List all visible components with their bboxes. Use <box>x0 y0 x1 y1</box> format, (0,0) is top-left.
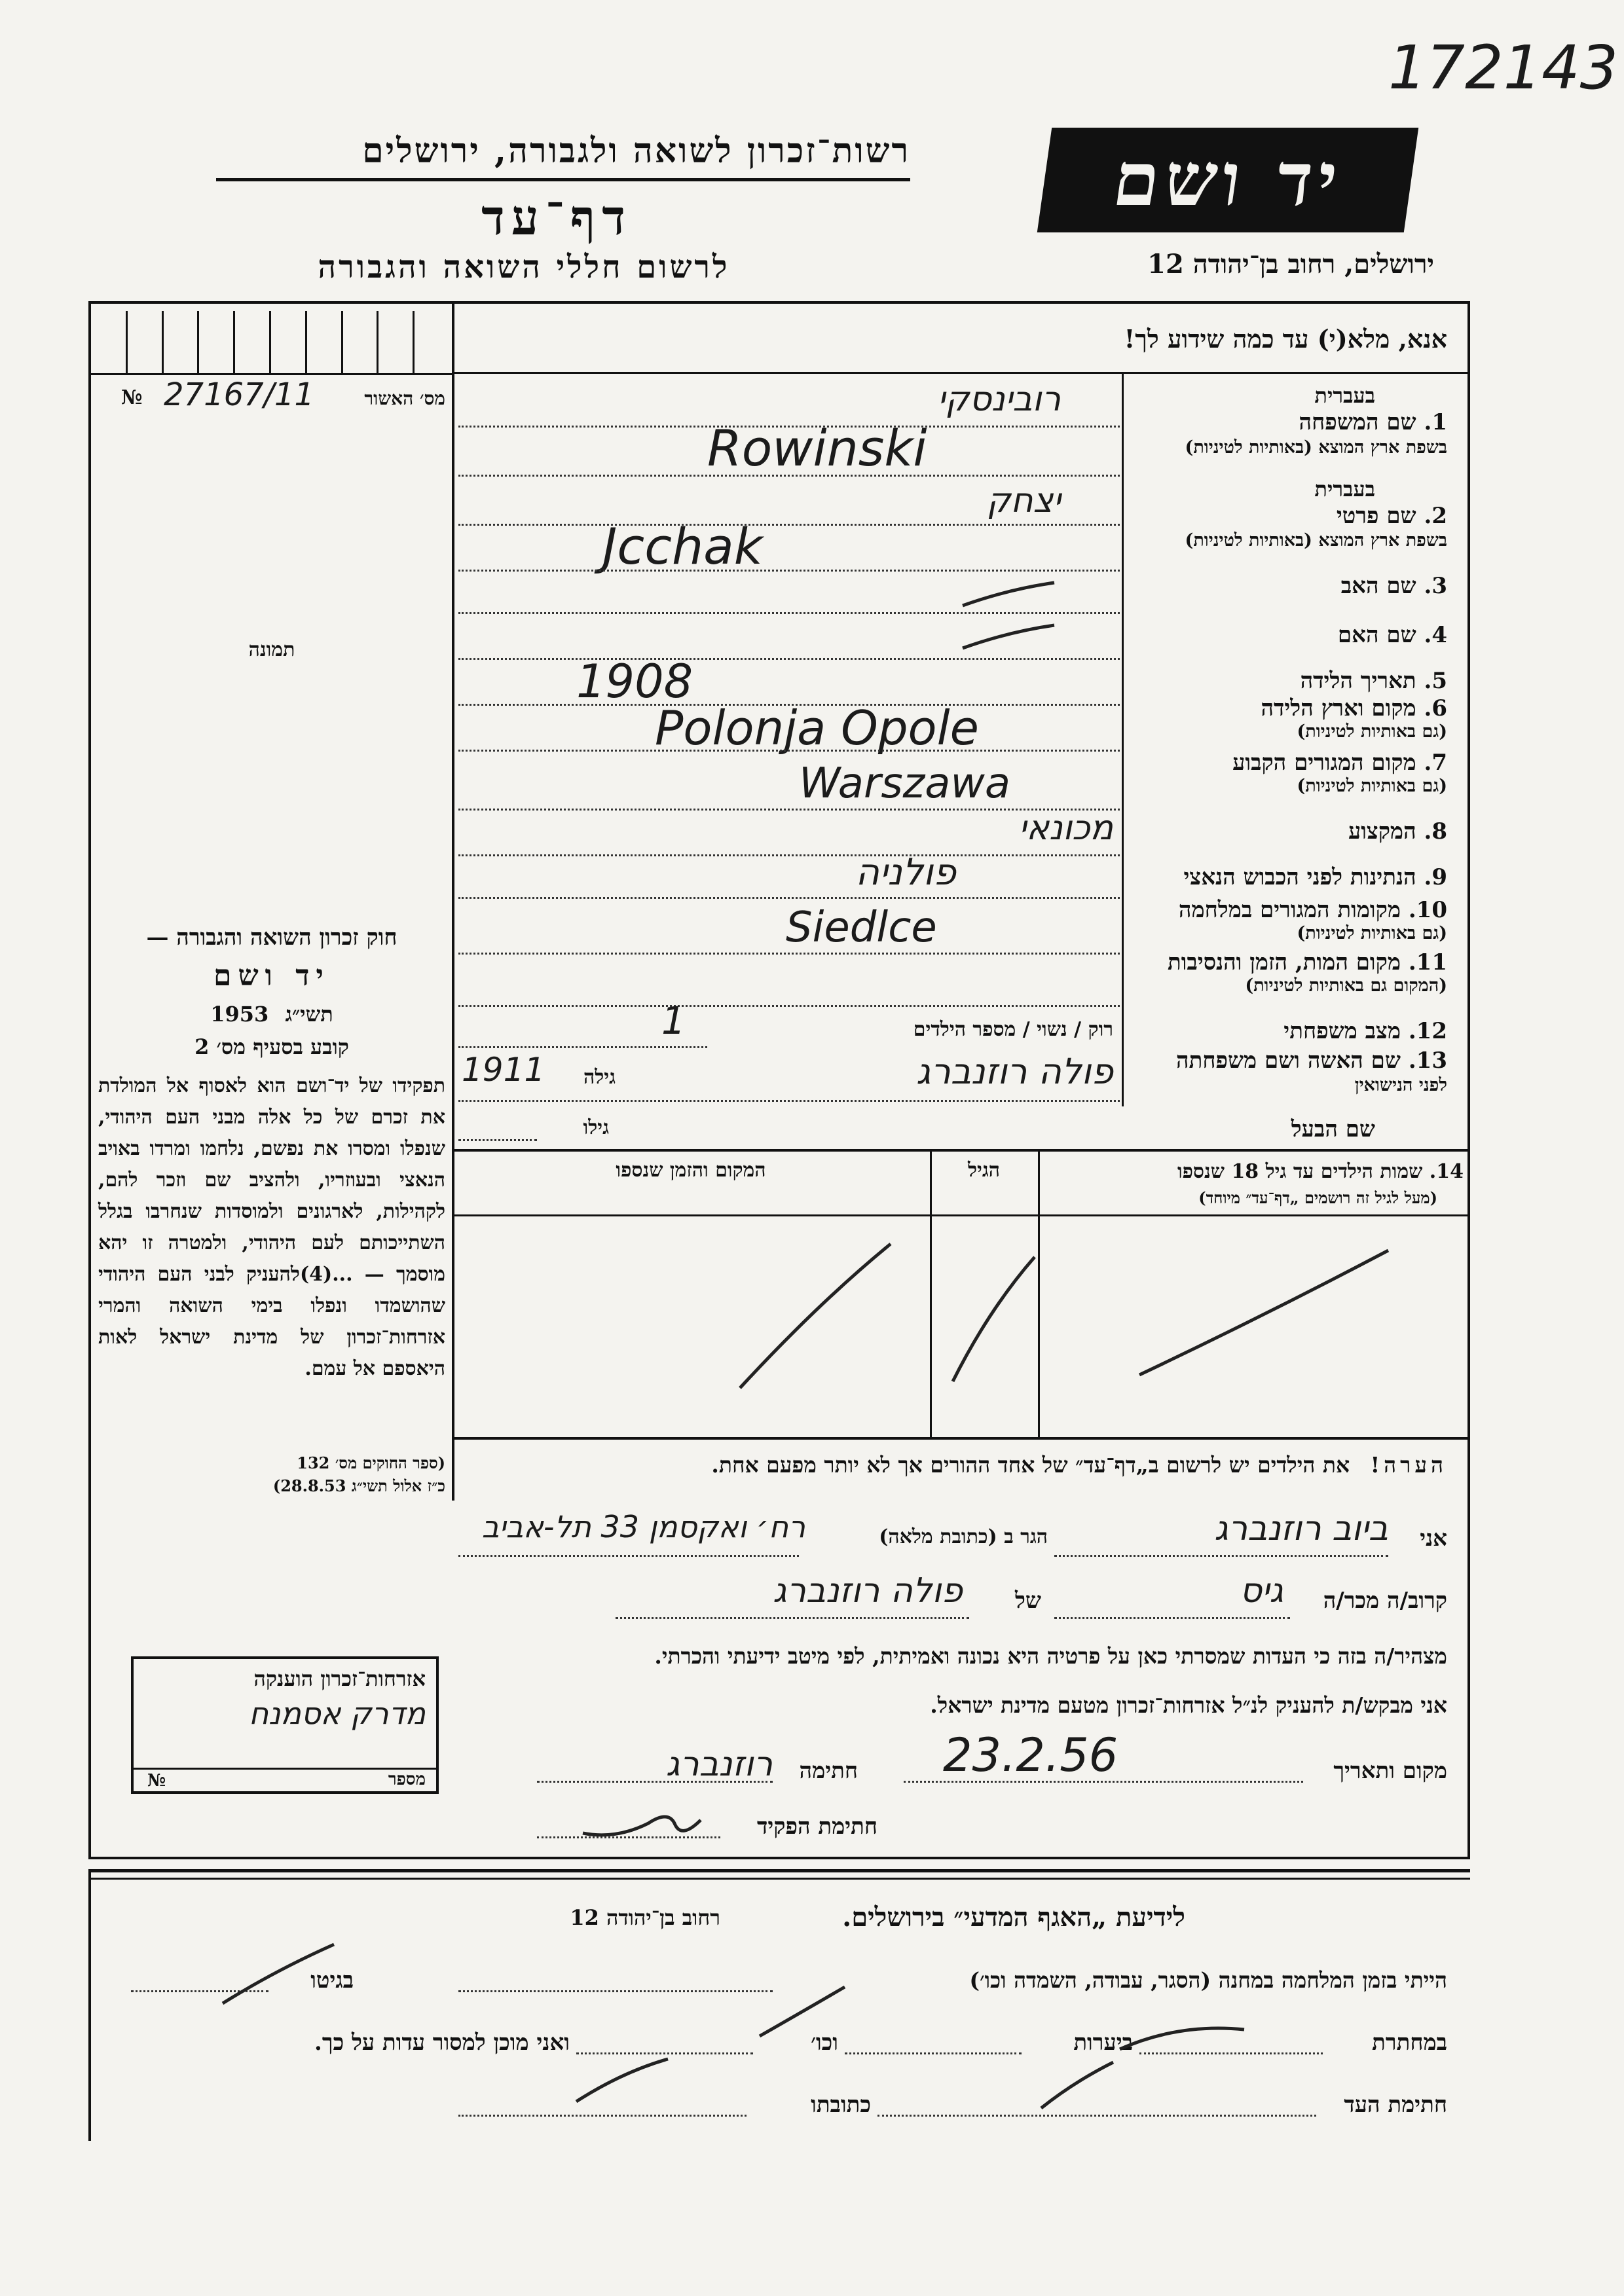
declarant-address-value: רח׳ ואקסמן 33 תל-אביב <box>481 1509 805 1544</box>
marital-options: רוק / נשוי / מספר הילדים <box>913 1018 1113 1041</box>
wife-name-value: פולה רוזנברג <box>915 1051 1113 1092</box>
wife-age-label: גילה <box>583 1066 616 1089</box>
law-title: חוק זכרון השואה והגבורה — <box>146 924 397 951</box>
firstname-hebrew-value: יצחק <box>986 481 1061 520</box>
field-2-label: 2. שם פרטי <box>1336 503 1447 529</box>
relation-label: קרוב/ה מכר/ה <box>1323 1588 1447 1614</box>
birth-date-value: 1908 <box>576 655 693 708</box>
footer-ready: ואני מוכן למסור עדות על כך. <box>314 2030 570 2056</box>
note-rule <box>452 1455 454 1501</box>
law-year-line <box>98 1002 445 1027</box>
law-text: תפקידו של יד־ושם הוא לאסוף אל המולדת את זכרם של כל אלה מבני העם היהודי, שנפלו ומסרו את נפשם, נלחמו ומרדו באויב הנאצי ובעוזריו, ולהציב שם וזכר להם, לקהילות, לארגונים ולמוסדות שנחרבו בגלל השתייכותם לעם היהודי, ולמטרה זו יהא מוסמך — ...(4)להעניק לבני העם היהודי שהושמדו ונפלו בימי השואה והמרי אזרחות־זכרון של מדינת ישראל לאות היאספם אל עמם. <box>98 1074 445 1380</box>
children-table-top <box>452 1149 1470 1152</box>
declarant-name-value: ביוב רוזנברג <box>1214 1509 1388 1548</box>
footer-camp-line: הייתי בזמן המלחמה במחנה (הסגר, עבודה, השמדה וכו׳) <box>969 1967 1447 1993</box>
field-1-label: 1. שם המשפחה <box>1299 409 1447 435</box>
wife-age-value: 1911 <box>462 1051 545 1089</box>
intro-rule <box>452 372 1470 374</box>
declaration-statement: מצהיר/ה בזה כי העדות שמסרתי כאן על פרטיה היא נכונה ואמיתית, לפי מיטב ידיעתי והכרתי. <box>654 1643 1447 1669</box>
signature-line <box>537 1781 773 1783</box>
children-count-value: 1 <box>661 998 686 1043</box>
field-6-label: 6. מקום וארץ הלידה <box>1261 695 1447 721</box>
yad-vashem-logo: יד ושם <box>1037 128 1418 232</box>
field-4-label: 4. שם האם <box>1337 622 1447 648</box>
field-10-hint: (גם באותיות לטיניות) <box>1297 923 1447 943</box>
children-table-bottom <box>452 1437 1470 1440</box>
residence-value: Warszawa <box>799 759 1011 808</box>
footer-rule-1 <box>88 1869 1470 1872</box>
law-clause: קובע בסעיף מס׳ 2 <box>194 1034 349 1059</box>
citizenship-box-no-sign: № <box>147 1771 166 1791</box>
place-date-label: מקום ותאריך <box>1333 1758 1447 1784</box>
field-12-label: 12. מצב משפחתי <box>1283 1018 1447 1044</box>
header-address: ירושלים, רחוב בן־יהודה 12 <box>1147 249 1434 280</box>
signature-value: רוזנברג <box>665 1745 773 1784</box>
field-8-label: 8. המקצוע <box>1348 818 1447 845</box>
date-value: 23.2.56 <box>943 1728 1118 1782</box>
children-title: 14. שמות הילדים עד גיל 18 שנספו <box>1177 1160 1464 1183</box>
footer-strikeout <box>196 1931 1441 2128</box>
wife-name-line <box>458 1100 1120 1102</box>
footer-rule-2 <box>88 1878 1470 1880</box>
children-count-line <box>458 1046 707 1048</box>
cert-number-value: 27167/11 <box>164 376 314 413</box>
footer-ghetto: בגיטו <box>310 1967 354 1994</box>
footer-witness-signature: חתימת העד <box>1344 2092 1447 2118</box>
declarant-name-line <box>1054 1555 1388 1557</box>
father-name-line <box>458 612 1120 614</box>
officer-signature-label: חתימת הפקיד <box>756 1813 877 1840</box>
resides-label: הגר ב (כתובת מלאה) <box>879 1525 1048 1548</box>
footer-etc: וכו׳ <box>811 2030 838 2056</box>
surname-latin-value: Rowinski <box>707 419 927 477</box>
authority-name: רשות־זכרון לשואה ולגבורה, ירושלים <box>362 131 910 171</box>
firstname-hebrew-line <box>458 524 1120 526</box>
field-6-hint: (גם באותיות לטיניות) <box>1297 721 1447 742</box>
field-2-hebrew-tag: בעברית <box>1314 477 1375 501</box>
intro-instruction: אנא, מלא(י) עד כמה שידוע לך! <box>1124 324 1447 354</box>
field-7-hint: (גם באותיות לטיניות) <box>1297 776 1447 796</box>
field-13-hint: לפני הנישואין <box>1354 1075 1447 1095</box>
law-reference-date: כ״ז אלול תשי״ג 28.8.53) <box>272 1476 445 1495</box>
relation-line <box>1054 1617 1290 1619</box>
field-1-hint: בשפת ארץ המוצא (באותיות לטיניות) <box>1185 437 1447 458</box>
mother-name-dash <box>956 619 1061 658</box>
death-place-line <box>458 1005 1120 1007</box>
form-subtitle: לרשום חללי השואה והגבורה <box>318 249 730 285</box>
firstname-latin-value: Jcchak <box>602 517 763 575</box>
field-11-hint: (המקום גם באותיות לטיניות) <box>1245 975 1447 996</box>
footer-underground: במחתרת <box>1372 2030 1447 2056</box>
field-3-label: 3. שם האב <box>1340 573 1447 599</box>
form-title: דף־עד <box>481 190 632 246</box>
declaration-request: אני מבקש/ת להעניק לנ״ל אזרחות־זכרון מטעם מדינת ישראל. <box>930 1692 1447 1718</box>
children-header-rule <box>452 1214 1470 1216</box>
citizenship-box-title: אזרחות־זכרון הוענקה <box>253 1666 426 1691</box>
field-5-label: 5. תאריך הלידה <box>1300 668 1447 694</box>
firstname-latin-line <box>458 570 1120 572</box>
of-value: פולה רוזנברג <box>773 1571 963 1611</box>
footer-address: רחוב בן־יהודה 12 <box>570 1905 720 1930</box>
citizenship-value: פולניה <box>855 851 956 894</box>
cert-rule <box>88 373 454 375</box>
wartime-residence-value: Siedlce <box>786 903 937 952</box>
wartime-residence-line <box>458 953 1120 955</box>
law-reference: (ספר החוקים מס׳ 132 <box>297 1453 445 1472</box>
children-place-header: המקום והזמן שנספו <box>616 1159 766 1182</box>
footer-address-label: כתובתו <box>811 2092 871 2118</box>
husband-label: שם הבעל <box>1291 1116 1375 1142</box>
note-text: את הילדים יש לרשום ב„דף־עד״ של אחד ההורים אך לא יותר מפעם אחת. <box>711 1452 1350 1478</box>
field-2-hint: בשפת ארץ המוצא (באותיות לטיניות) <box>1185 530 1447 551</box>
signature-label: חתימה <box>799 1758 858 1784</box>
field-11-label: 11. מקום המות, הזמן והנסיבות <box>1167 949 1447 975</box>
husband-age-line <box>458 1139 537 1141</box>
husband-age-label: גילו <box>583 1116 609 1139</box>
of-label: של <box>1015 1588 1041 1614</box>
relation-value: גיס <box>1240 1571 1283 1611</box>
field-9-label: 9. הנתינות לפני הכבוש הנאצי <box>1183 864 1447 890</box>
field-13-label: 13. שם האשה ושם משפחתה <box>1176 1048 1447 1074</box>
note-line <box>458 1452 1447 1478</box>
field-10-label: 10. מקומות המגורים במלחמה <box>1178 897 1447 923</box>
declarant-label: אני <box>1420 1525 1447 1552</box>
father-name-dash <box>956 576 1061 615</box>
field-7-label: 7. מקום המגורים הקבוע <box>1232 750 1447 776</box>
surname-hebrew-value: רובינסקי <box>937 380 1061 419</box>
photo-label: תמונה <box>248 638 295 661</box>
cert-no-sign: № <box>121 386 143 409</box>
header-rule <box>216 178 910 181</box>
note-label: הערה! <box>1370 1452 1447 1478</box>
cert-number-label: מס׳ האשור <box>364 388 445 409</box>
citizenship-box-handwriting: מדרק אסמנח <box>249 1696 426 1731</box>
law-name: יד ושם <box>213 959 330 993</box>
footer-title: לידיעת „האגף המדעי״ בירושלים. <box>842 1902 1185 1933</box>
field-1-hebrew-tag: בעברית <box>1314 383 1375 408</box>
declarant-address-line <box>458 1555 799 1557</box>
surname-latin-line <box>458 475 1120 477</box>
children-hint: (מעל לגיל זה רושמים „דף־עד״ מיוחד) <box>1198 1188 1437 1207</box>
officer-signature-mark <box>576 1794 707 1846</box>
profession-value: מכונאי <box>1018 809 1113 848</box>
mother-name-line <box>458 658 1120 660</box>
of-line <box>616 1617 969 1619</box>
law-year: 1953 <box>210 1002 269 1027</box>
document-number: 172143 <box>1388 33 1619 103</box>
children-age-header: הגיל <box>967 1159 1001 1182</box>
citizenship-line <box>458 897 1120 899</box>
footer-forests: ביערות <box>1073 2030 1133 2056</box>
place-date-line <box>904 1781 1303 1783</box>
label-column-divider <box>1122 373 1124 1106</box>
birthplace-line <box>458 750 1120 752</box>
children-strikeout <box>458 1218 1467 1434</box>
cert-number-boxes <box>92 311 449 373</box>
birthplace-value: Polonja Opole <box>655 701 979 756</box>
footer-left-border <box>88 1872 91 2141</box>
left-column-divider <box>452 301 454 1457</box>
law-year-hebrew: תשי״ג <box>285 1002 333 1027</box>
citizenship-box-number-label: מספר <box>388 1770 426 1789</box>
